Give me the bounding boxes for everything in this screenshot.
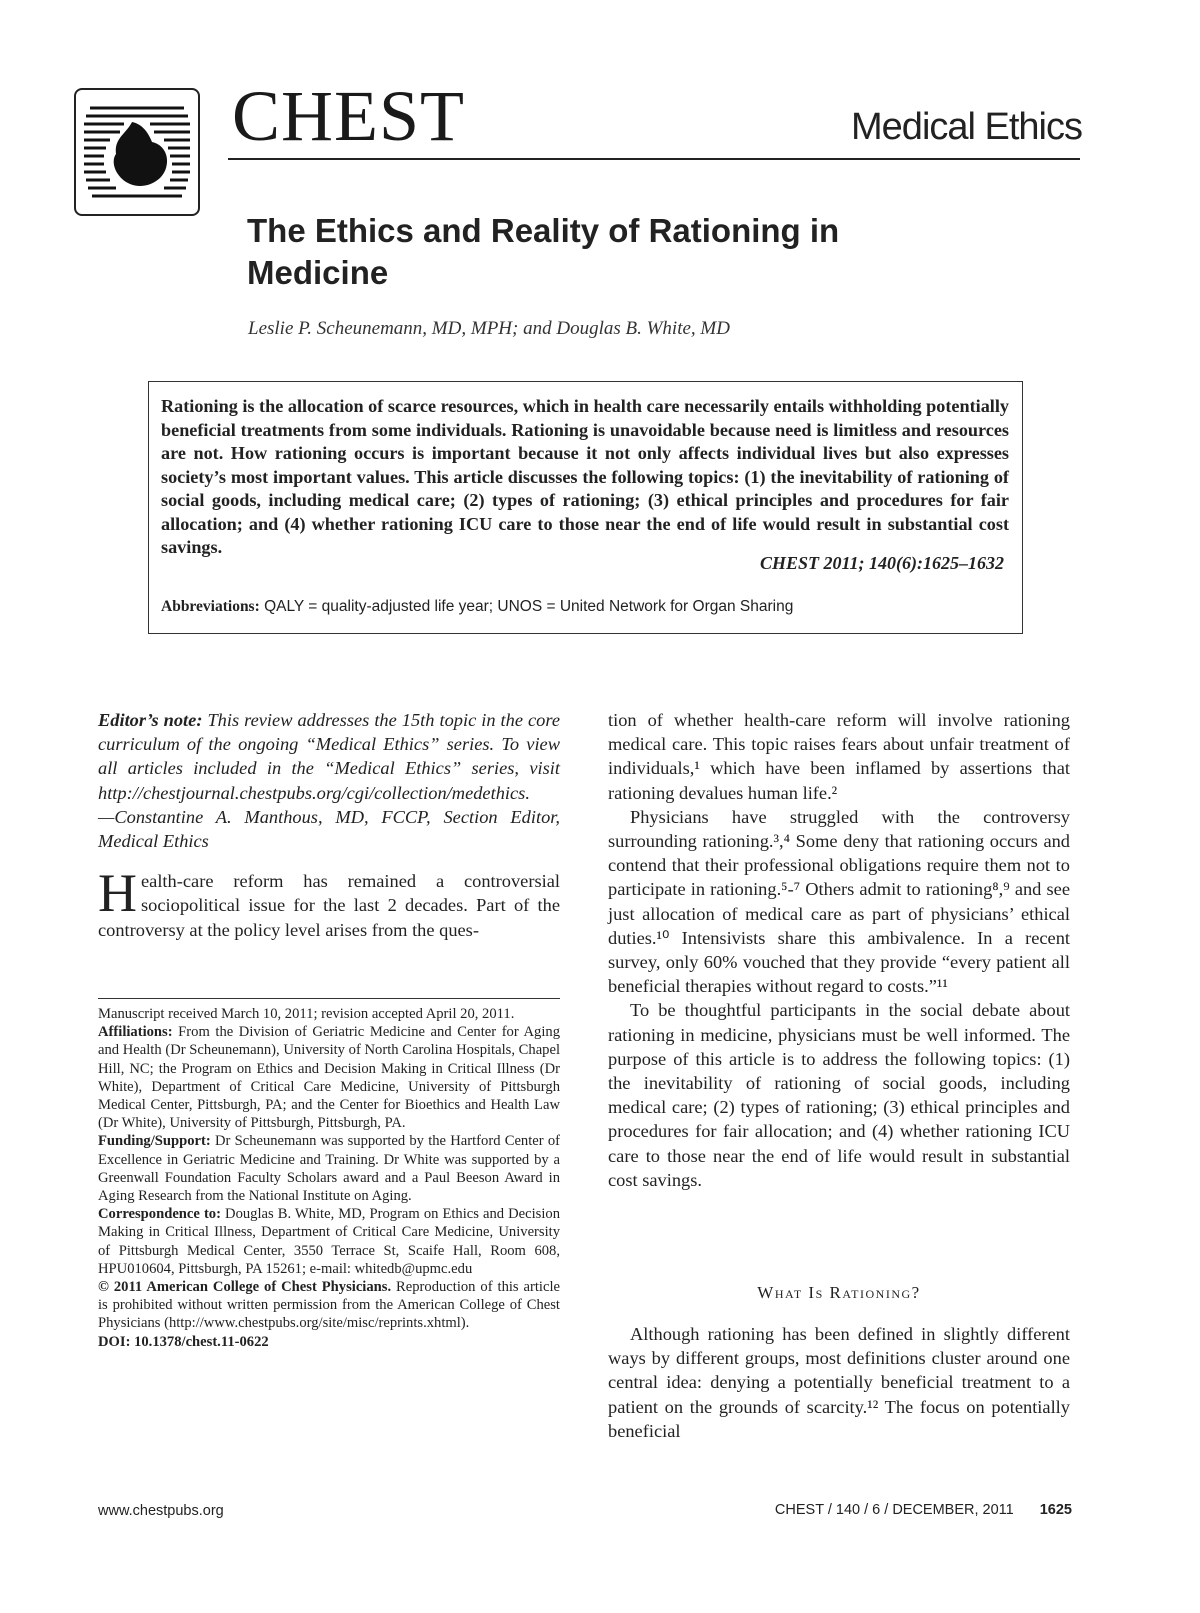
intro-paragraph (98, 863, 560, 942)
copyright-label: © 2011 American College of Chest Physicians. (98, 1279, 392, 1296)
chest-logo (74, 88, 200, 216)
doi-note (98, 1333, 560, 1351)
lungs-heart-icon (76, 90, 198, 214)
section-label: Medical Ethics (851, 106, 1082, 148)
section-body (608, 1322, 1070, 1443)
editor-note-label: Editor’s note: (98, 710, 203, 730)
manuscript-note: Manuscript received March 10, 2011; revision accepted April 20, 2011. (98, 1006, 515, 1022)
issue-info: CHEST / 140 / 6 / DECEMBER, 2011 (774, 1502, 1014, 1518)
funding-label: Funding/Support: (98, 1133, 211, 1150)
correspondence-label: Correspondence to: (98, 1206, 221, 1223)
funding-text: Dr Scheunemann was supported by the Hartford Center of Excellence in Geriatric Medicine and Training. Dr White was supported by a Greenwall Foundation Faculty Scholars award and a Paul Beeson Award in Aging Research from the National Institute on Aging. (98, 1133, 560, 1205)
article-title: The Ethics and Reality of Rationing in Medicine (247, 212, 840, 291)
editor-note-signature: —Constantine A. Manthous, MD, FCCP, Section Editor, Medical Ethics (98, 806, 560, 852)
left-column (98, 708, 560, 942)
header-divider (228, 158, 1080, 160)
editor-note (98, 708, 560, 853)
funding-note (98, 1132, 560, 1205)
paragraph-3: To be thoughtful participants in the social debate about rationing in medicine, physicians must be well informed. The purpose of this article is to address the following topics: (1) the inevitability of rationing of social goods, including medical care; (2) types of rationing; (3) ethical principles and procedures for fair allocation; and (4) whether rationing ICU care to those near the end of life would result in substantial cost savings. (608, 1000, 1070, 1190)
footer-issue (775, 1502, 1072, 1518)
affiliations-note (98, 1023, 560, 1132)
copyright-text: Reproduction of this article is prohibited without written permission from the American College of Chest Physicians (http://www.chestpubs.org/site/misc/reprints.xhtml). (98, 1279, 560, 1332)
journal-name: CHEST (232, 76, 466, 156)
abbreviations-text: QALY = quality-adjusted life year; UNOS = United Network for Organ Sharing (259, 598, 794, 615)
drop-cap: H (98, 863, 137, 924)
intro-text-left: ealth-care reform has remained a controversial sociopolitical issue for the last 2 decades. Part of the controversy at the policy level arises from the ques- (98, 871, 560, 940)
paragraph-2: Physicians have struggled with the controversy surrounding rationing.³,⁴ Some deny that rationing occurs and contend that their professional obligations require them not to participate in rationing.⁵-⁷ Others admit to rationing⁸,⁹ and see just allocation of medical care as part of physicians’ ethical duties.¹⁰ Intensivists share this ambivalence. In a recent survey, only 60% vouched that they provide “every patient all beneficial therapies without regard to costs.”¹¹ (608, 806, 1070, 997)
affiliations-text: From the Division of Geriatric Medicine and Center for Aging and Health (Dr Scheunemann), University of North Carolina Hospitals, Chapel Hill, NC; the Program on Ethics and Decision Making in Critical Illness (Dr White), Department of Critical Care Medicine, University of Pittsburgh Medical Center, Pittsburgh, PA; and the Center for Bioethics and Health Law (Dr White), University of Pittsburgh, Pittsburgh, PA. (98, 1024, 560, 1132)
intro-text-right: tion of whether health-care reform will involve rationing medical care. This topic raises fears about unfair treatment of individuals,¹ which have been inflamed by assertions that rationing devalues human life.² (608, 710, 1070, 803)
correspondence-note (98, 1205, 560, 1278)
citation: CHEST 2011; 140(6):1625–1632 (759, 553, 1004, 573)
footnotes (98, 1005, 560, 1351)
correspondence-text: Douglas B. White, MD, Program on Ethics and Decision Making in Critical Illness, Department of Critical Care Medicine, University of Pittsburgh Medical Center, 3550 Terrace St, Scaife Hall, Room 608, HPU010604, Pittsburgh, PA 15261; e-mail: whitedb@upmc.edu (98, 1206, 561, 1277)
affiliations-label: Affiliations: (98, 1024, 173, 1041)
doi: DOI: 10.1378/chest.11-0622 (98, 1333, 269, 1350)
author-list: Leslie P. Scheunemann, MD, MPH; and Douglas B. White, MD (248, 318, 730, 339)
section-heading: What Is Rationing? (757, 1283, 921, 1302)
abbreviations (161, 598, 793, 616)
page-number: 1625 (1039, 1502, 1072, 1518)
copyright-note (98, 1278, 560, 1333)
footnote-divider (98, 998, 560, 999)
abbreviations-label: Abbreviations: (161, 598, 260, 615)
footer-website: www.chestpubs.org (98, 1503, 224, 1519)
editor-note-text: This review addresses the 15th topic in the core curriculum of the ongoing “Medical Ethics” series. To view all articles included in the “Medical Ethics” series, visit http://chestjournal.chestpubs.org/cgi/collection/medethics. (98, 710, 560, 803)
right-column (608, 708, 1070, 1192)
abstract-text: Rationing is the allocation of scarce resources, which in health care necessarily entails withholding potentially beneficial treatments from some individuals. Rationing is unavoidable because need is limitless and resources are not. How rationing occurs is important because it not only affects individual lives but also expresses society’s most important values. This article discusses the following topics: (1) the inevitability of rationing of social goods, including medical care; (2) types of rationing; (3) ethical principles and procedures for fair allocation; and (4) whether rationing ICU care to those near the end of life would result in substantial cost savings. (161, 396, 1009, 557)
paragraph-4: Although rationing has been defined in slightly different ways by different groups, most definitions cluster around one central idea: denying a potentially beneficial treatment to a patient on the grounds of scarcity.¹² The focus on potentially beneficial (608, 1324, 1070, 1441)
